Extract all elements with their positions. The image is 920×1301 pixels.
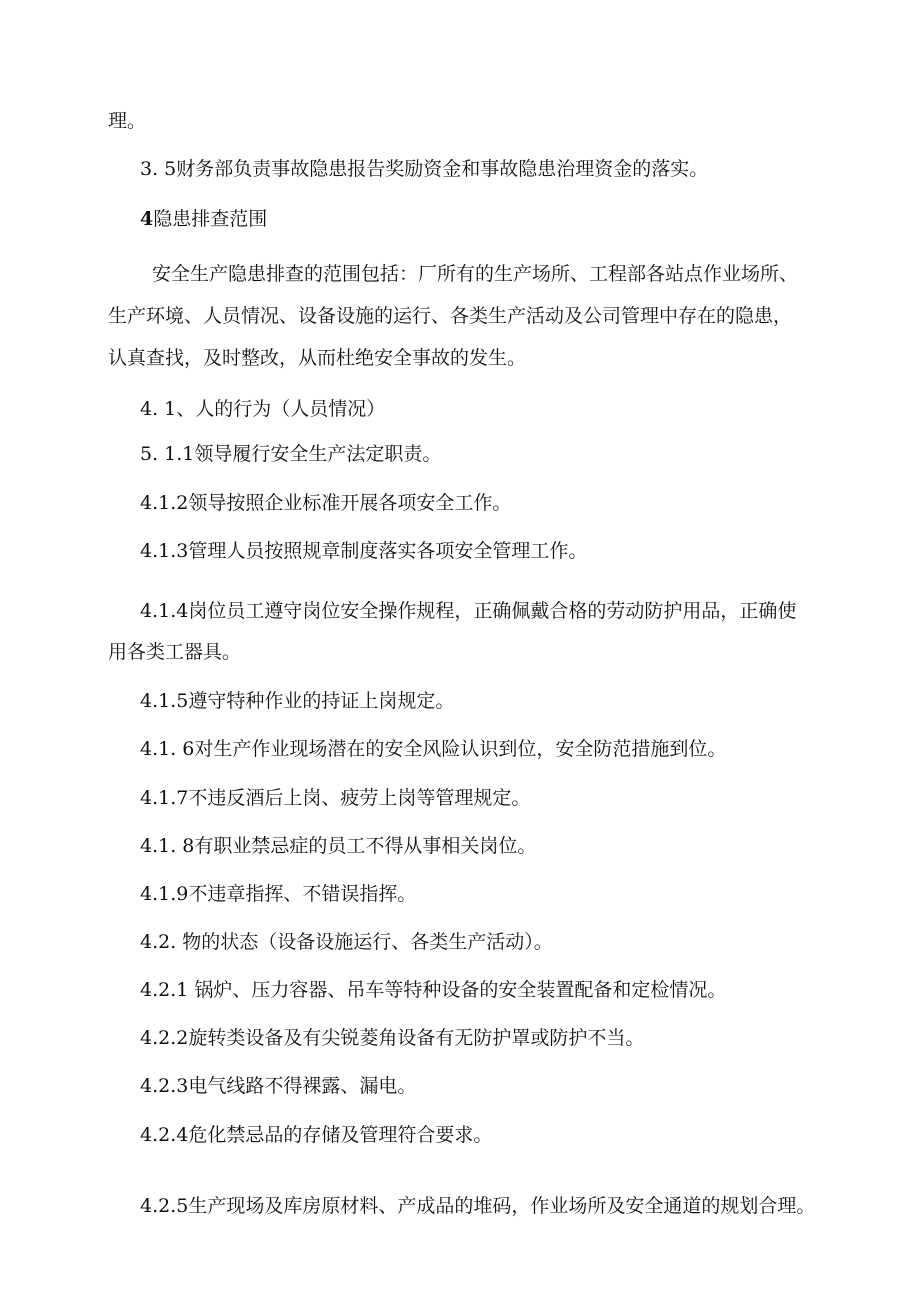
text-line: 4.1.9不违章指挥、不错误指挥。 <box>140 883 417 905</box>
text-line: 用各类工器具。 <box>108 641 242 663</box>
text-line: 安全生产隐患排查的范围包括：厂所有的生产场所、工程部各站点作业场所、 <box>152 263 799 285</box>
text-line: 4.2.5生产现场及库房原材料、产成品的堆码，作业场所及安全通道的规划合理。 <box>140 1195 816 1217</box>
text-line: 4.1. 6对生产作业现场潜在的安全风险认识到位，安全防范措施到位。 <box>140 738 727 760</box>
text-line: 4.1.4岗位员工遵守岗位安全操作规程，正确佩戴合格的劳动防护用品，正确使 <box>140 600 797 622</box>
text-line: 5. 1.1领导履行安全生产法定职责。 <box>140 443 442 465</box>
text-line: 4.1.2领导按照企业标准开展各项安全工作。 <box>140 492 512 514</box>
text-line: 3. 5财务部负责事故隐患报告奖励资金和事故隐患治理资金的落实。 <box>140 158 709 180</box>
text-line: 4.2.2旋转类设备及有尖锐菱角设备有无防护罩或防护不当。 <box>140 1027 645 1049</box>
text-line: 4.1.3管理人员按照规章制度落实各项安全管理工作。 <box>140 540 588 562</box>
text-line: 4.2.1 锅炉、压力容器、吊车等特种设备的安全装置配备和定检情况。 <box>140 979 727 1001</box>
text-line: 生产环境、人员情况、设备设施的运行、各类生产活动及公司管理中存在的隐患， <box>108 305 793 327</box>
text-line: 4.1. 8有职业禁忌症的员工不得从事相关岗位。 <box>140 835 537 857</box>
section-title: 隐患排查范围 <box>153 208 268 230</box>
text-line: 4.1.7不违反酒后上岗、疲劳上岗等管理规定。 <box>140 787 531 809</box>
text-line: 4.2.3电气线路不得裸露、漏电。 <box>140 1075 417 1097</box>
section-number: 4 <box>140 208 154 230</box>
text-line: 认真查找，及时整改，从而杜绝安全事故的发生。 <box>108 347 527 369</box>
text-line: 4.1.5遵守特种作业的持证上岗规定。 <box>140 690 455 712</box>
text-line: 4.2. 物的状态（设备设施运行、各类生产活动）。 <box>140 931 553 953</box>
section-heading <box>140 207 267 231</box>
text-line: 4.2.4危化禁忌品的存储及管理符合要求。 <box>140 1124 493 1146</box>
text-line: 4. 1、人的行为（人员情况） <box>140 398 386 420</box>
text-line: 理。 <box>108 110 147 132</box>
